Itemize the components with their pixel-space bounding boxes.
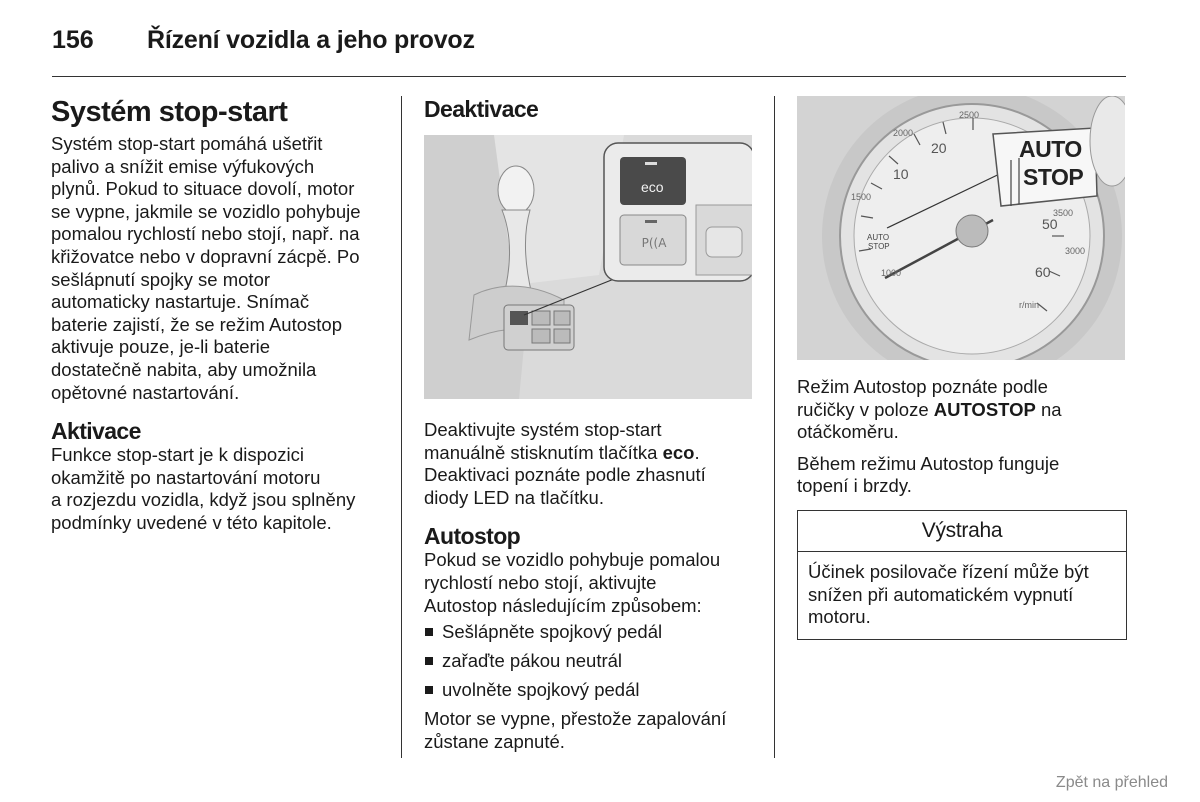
text-line: podmínky uvedené v této kapitole. xyxy=(51,511,332,533)
column-left xyxy=(51,96,391,535)
text-line: Autostop následujícím způsobem: xyxy=(424,594,702,616)
text-line: opětovné nastartování. xyxy=(51,381,240,403)
deactivation-heading: Deaktivace xyxy=(424,96,539,122)
gauge-tick-label: 20 xyxy=(931,140,947,156)
text-line: Motor se vypne, přestože zapalování xyxy=(424,708,727,730)
text-line: pomalou rychlostí nebo stojí, např. na xyxy=(51,223,360,245)
page-number: 156 xyxy=(52,26,94,54)
eco-inline-label: eco xyxy=(662,441,695,463)
text-line: Pokud se vozidlo pohybuje pomalou xyxy=(424,549,721,571)
text-line: plynů. Pokud to situace dovolí, motor xyxy=(51,178,355,200)
section-title: Systém stop-start xyxy=(51,96,288,128)
activation-paragraph xyxy=(51,444,391,534)
text-line: Deaktivujte systém stop-start xyxy=(424,419,662,440)
text-line: Režim Autostop poznáte podle xyxy=(797,376,1048,397)
text-line: okamžitě po nastartování motoru xyxy=(51,466,321,488)
text-line: Deaktivaci poznáte podle zhasnutí xyxy=(424,464,706,486)
gauge-small-tick-label: 1000 xyxy=(881,268,902,278)
text-line: topení i brzdy. xyxy=(797,475,912,497)
gauge-small-tick-label: 2500 xyxy=(959,110,980,120)
bullet-square-icon xyxy=(425,657,433,665)
eco-button-label: eco xyxy=(641,179,664,195)
gauge-tick-label: 60 xyxy=(1035,264,1051,280)
text-line: sešlápnutí spojky se motor xyxy=(51,268,271,290)
chapter-title: Řízení vozidla a jeho provoz xyxy=(147,26,475,54)
page-header xyxy=(52,24,1126,77)
autostop-heading: Autostop xyxy=(424,523,521,550)
text-line: zůstane zapnuté. xyxy=(424,731,565,753)
warning-box xyxy=(797,510,1127,640)
gauge-small-tick-label: 1500 xyxy=(851,192,872,202)
svg-text:P((A: P((A xyxy=(641,236,667,250)
text-line: automaticky nastartuje. Snímač xyxy=(51,291,310,313)
gauge-stop-label: STOP xyxy=(1023,164,1084,190)
gauge-small-tick-label: 3500 xyxy=(1053,208,1074,218)
text-line: aktivuje pouze, je-li baterie xyxy=(51,336,271,358)
text-line: baterie zajistí, že se režim Autostop xyxy=(51,313,342,335)
gauge-tick-label: 50 xyxy=(1042,216,1058,232)
text-line: diody LED na tlačítku. xyxy=(424,486,604,508)
warning-title: Výstraha xyxy=(798,511,1126,552)
tachometer-illustration xyxy=(797,96,1125,360)
eco-button-illustration xyxy=(424,135,752,399)
gauge-small-stop-label: STOP xyxy=(868,242,890,251)
closing-paragraph xyxy=(424,708,764,753)
text-line: křižovatce nebo v dopravní zácpě. Po xyxy=(51,245,360,267)
column-right xyxy=(797,96,1127,640)
gauge-small-tick-label: 2000 xyxy=(893,128,914,138)
bullet-square-icon xyxy=(425,628,433,636)
list-item: uvolněte spojkový pedál xyxy=(424,679,764,702)
autostop-paragraph xyxy=(424,549,764,617)
column-divider-1 xyxy=(401,96,402,758)
autostop-info-paragraph xyxy=(797,453,1127,498)
text-line: palivo a snížit emise výfukových xyxy=(51,155,315,177)
text-line: snížen při automatickém vypnutí xyxy=(808,583,1074,605)
back-to-overview-link[interactable]: Zpět na přehled xyxy=(1055,774,1168,791)
activation-heading: Aktivace xyxy=(51,418,141,445)
text-line: otáčkoměru. xyxy=(797,421,899,443)
gauge-unit-label: r/min xyxy=(1019,300,1039,310)
autostop-inline-label: AUTOSTOP xyxy=(933,398,1036,420)
intro-paragraph xyxy=(51,133,391,404)
column-divider-2 xyxy=(774,96,775,758)
text-line: ručičky v poloze AUTOSTOP na xyxy=(797,398,1062,420)
gauge-small-tick-label: 3000 xyxy=(1065,246,1086,256)
list-item: zařaďte pákou neutrál xyxy=(424,650,764,673)
text-line: motoru. xyxy=(808,606,871,628)
text-line: Funkce stop-start je k dispozici xyxy=(51,444,304,466)
deactivation-paragraph xyxy=(424,419,764,509)
warning-body xyxy=(798,552,1126,639)
gauge-small-auto-label: AUTO xyxy=(867,233,890,242)
text-line: dostatečně nabita, aby umožnila xyxy=(51,358,317,380)
text-line: Účinek posilovače řízení může být xyxy=(808,560,1089,582)
text-line: a rozjezdu vozidla, když jsou splněny xyxy=(51,489,356,511)
console-drawing xyxy=(424,135,752,399)
text-line: Během režimu Autostop funguje xyxy=(797,452,1060,474)
bullet-square-icon xyxy=(425,686,433,694)
gauge-tick-label: 10 xyxy=(893,166,909,182)
gauge-auto-label: AUTO xyxy=(1019,136,1082,162)
text-line: se vypne, jakmile se vozidlo pohybuje xyxy=(51,200,361,222)
text-line: Systém stop-start pomáhá ušetřit xyxy=(51,133,323,154)
autostop-steps-list xyxy=(424,621,764,702)
autostop-indicator-paragraph xyxy=(797,376,1127,444)
column-middle xyxy=(424,96,764,754)
text-line: rychlostí nebo stojí, aktivujte xyxy=(424,571,657,593)
list-item: Sešlápněte spojkový pedál xyxy=(424,621,764,644)
text-line: manuálně stisknutím tlačítka eco. xyxy=(424,441,700,463)
